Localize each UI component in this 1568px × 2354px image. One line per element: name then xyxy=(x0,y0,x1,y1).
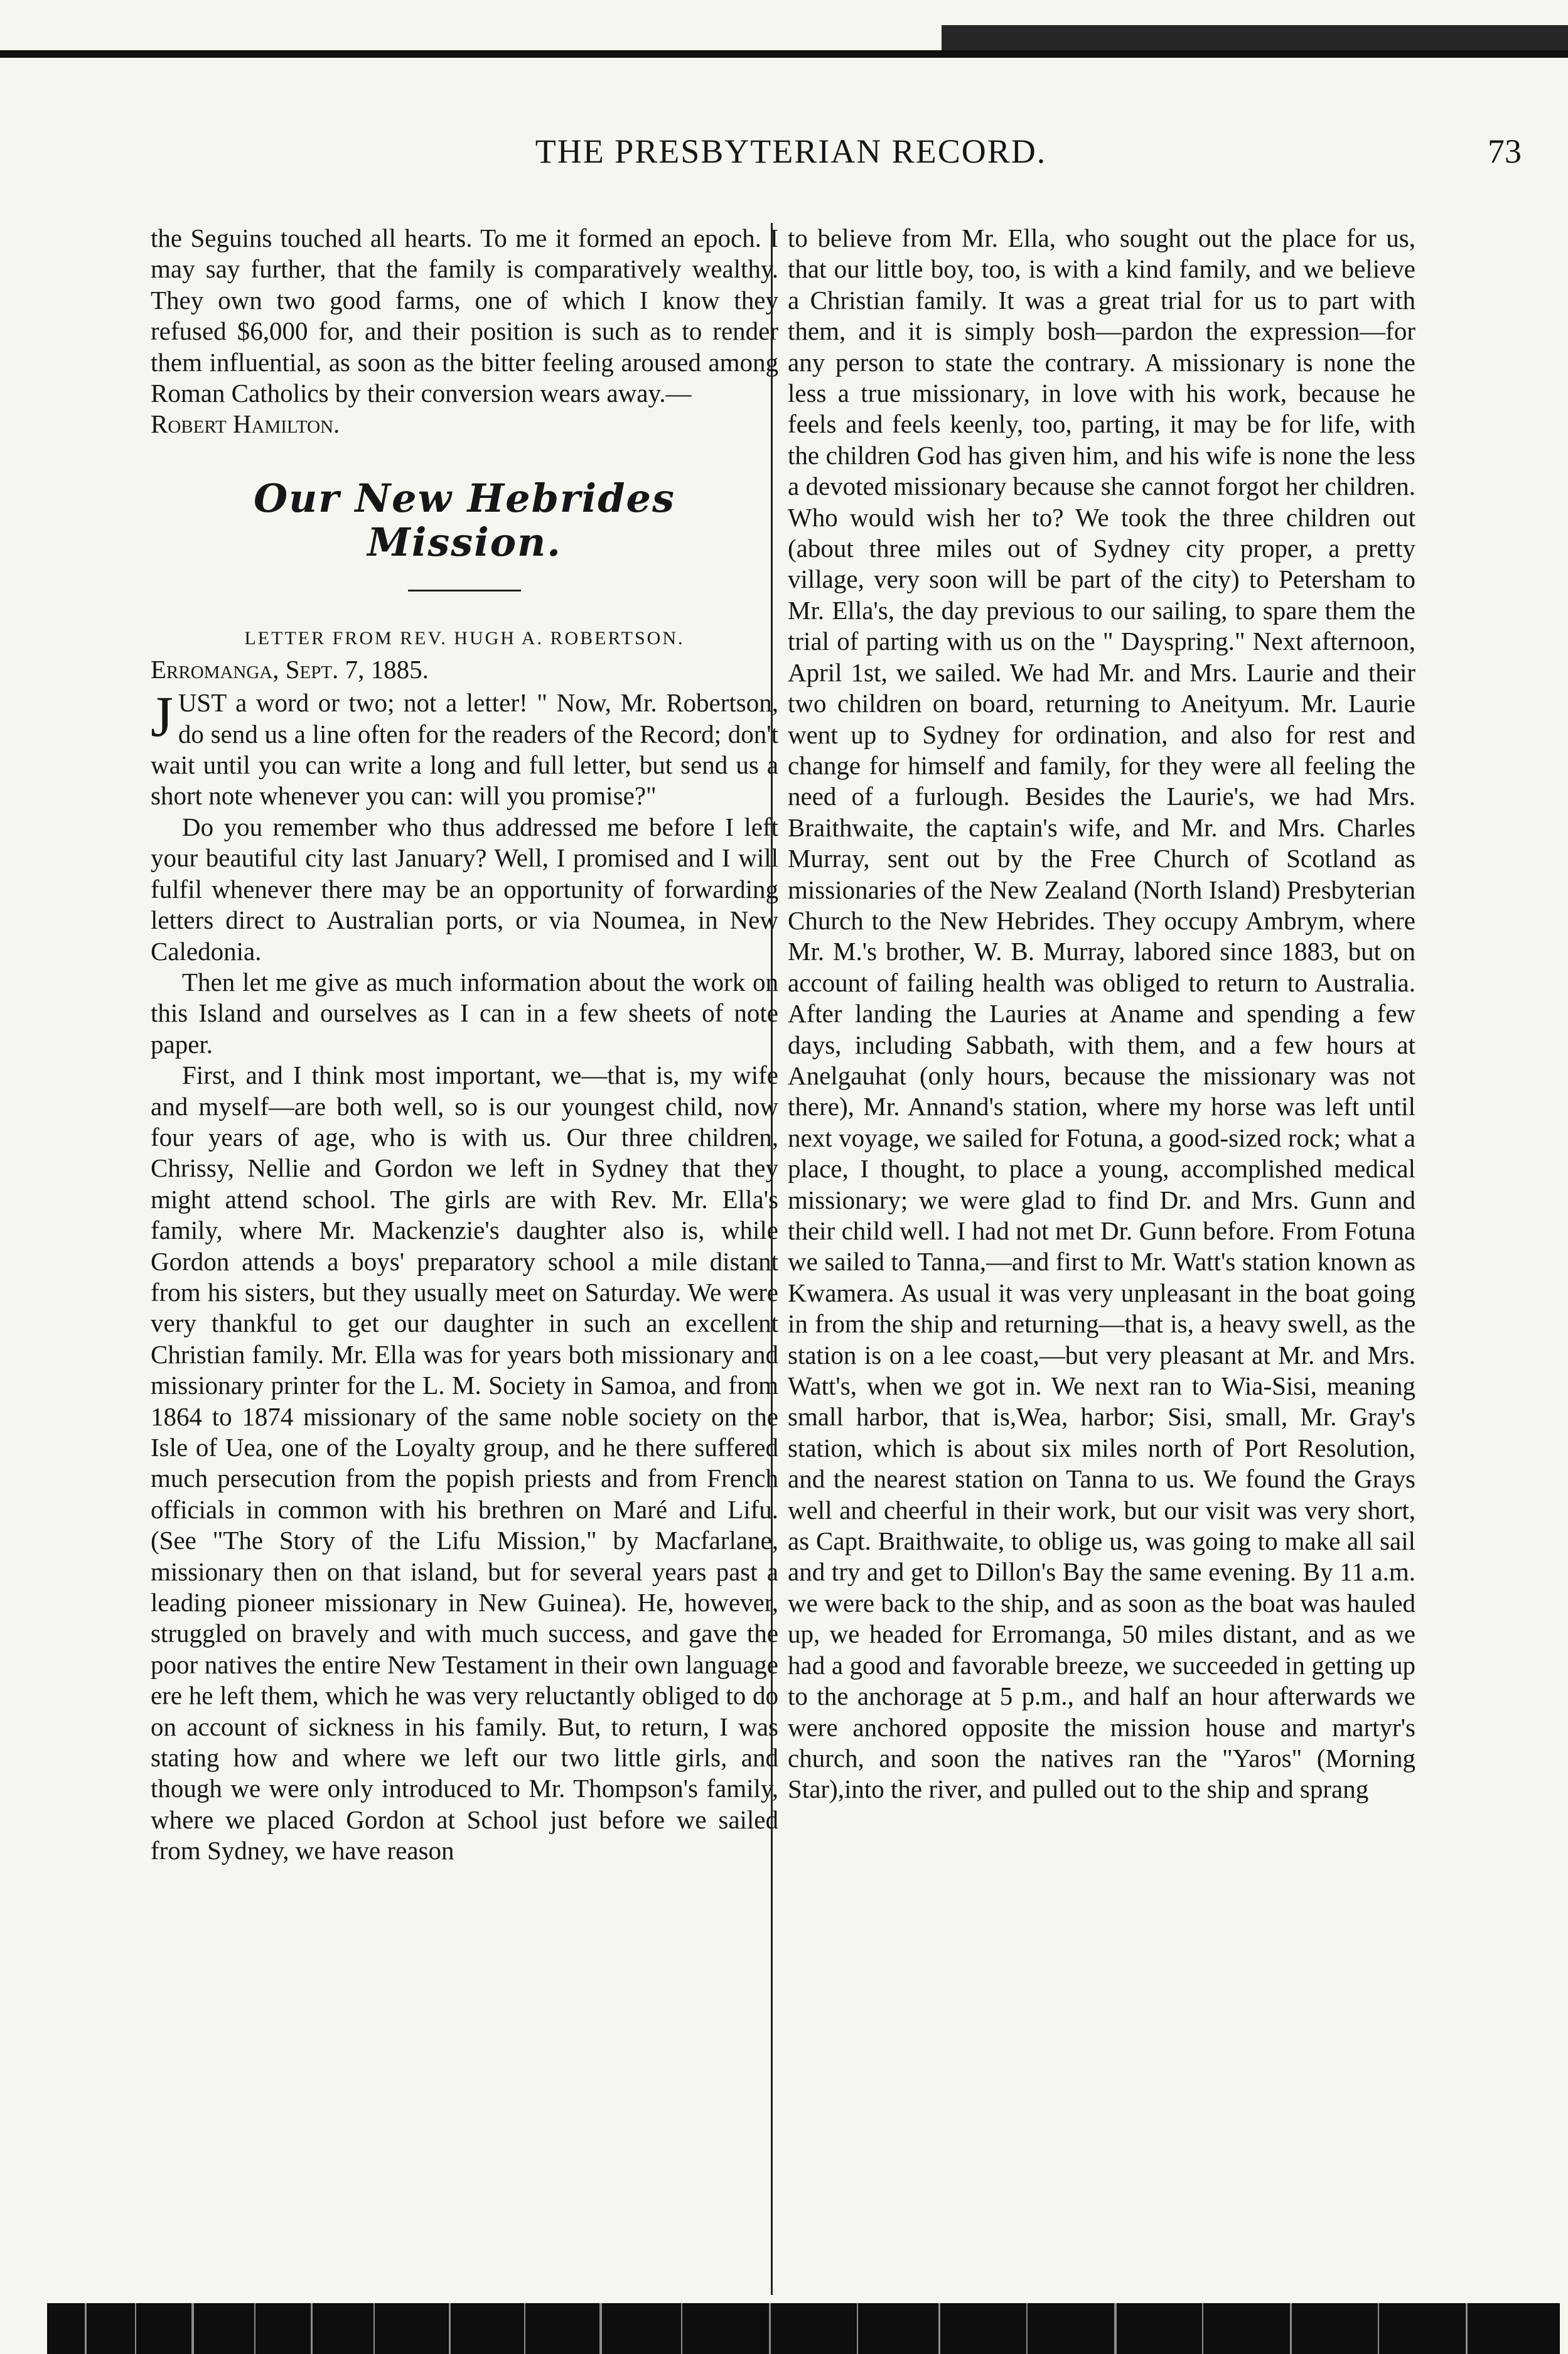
top-scan-rule xyxy=(0,0,1568,69)
letter-paragraph-1 xyxy=(151,684,778,812)
letter-byline: LETTER FROM REV. HUGH A. ROBERTSON. xyxy=(244,627,685,649)
intro-signature: Robert Hamilton. xyxy=(151,409,340,439)
drop-cap: J xyxy=(151,684,173,749)
page-title: THE PRESBYTERIAN RECORD. xyxy=(535,132,1047,170)
letter-paragraph-2: Do you remember who thus addressed me before I left your beautiful city last January? Well, I promised and I will fulfil whenever there may be an opportunity of forwarding letters direct to Australian ports, or via Noumea, in New Caledonia. xyxy=(151,812,778,966)
section-heading: Our New Hebrides Mission. xyxy=(254,475,675,565)
letter-paragraph-4: First, and I think most important, we—that is, my wife and myself—are both well, so is our youngest child, now four years of age, who is with us. Our three children, Chrissy, Nellie and Gordon we left in Sydney that they might attend school. The girls are with Rev. Mr. Ella's family, where Mr. Mackenzie's daughter also is, while Gordon attends a boys' preparatory school a mile distant from his sisters, but they usually meet on Saturday. We were very thankful to get our daughter in such an excellent Christian family. Mr. Ella was for years both missionary and missionary printer for the L. M. Society in Samoa, and from 1864 to 1874 missionary of the same noble society on the Isle of Uea, one of the Loyalty group, and he there suffered much persecution from the popish priests and from French officials in common with his brethren on Maré and Lifu. (See "The Story of the Lifu Mission," by Macfarlane, missionary then on that island, but for several years past a leading pioneer missionary in New Guinea). He, however, struggled on bravely and with much success, and gave the poor natives the entire New Testament in their own language ere he left them, which he was very reluctantly obliged to do on account of sickness in his family. But, to return, I was stating how and where we left our two little girls, and though we were only introduced to Mr. Thompson's family, where we placed Gordon at School just before we sailed from Sydney, we have reason xyxy=(151,1061,778,1865)
bottom-scan-bar xyxy=(47,2303,1560,2354)
intro-paragraph: the Seguins touched all hearts. To me it formed an epoch. I may say further, that the family is comparatively wealthy. They own two good farms, one of which I know they refused $6,000 for, and their position is such as to render them influential, as soon as the bitter feeling aroused among Roman Catholics by their conversion wears away.— xyxy=(151,224,778,408)
heading-rule xyxy=(408,590,521,591)
letter-paragraph-3: Then let me give as much information about the work on this Island and ourselves as I can in a few sheets of note paper. xyxy=(151,967,778,1059)
letter-continuation: to believe from Mr. Ella, who sought out the place for us, that our little boy, too, is with a kind family, and we believe a Christian family. It was a great trial for us to part with them, and it is simply bosh—pardon the expression—for any person to state the contrary. A missionary is none the less a true missionary, in love with his work, because he feels and feels keenly, too, parting, it may be for life, with the children God has given him, and his wife is none the less a devoted missionary because she cannot forgot her children. Who would wish her to? We took the three children out (about three miles out of Sydney city proper, a pretty village, very soon will be part of the city) to Petersham to Mr. Ella's, the day previous to our sailing, to spare them the trial of parting with us on the " Dayspring." Next afternoon, April 1st, we sailed. We had Mr. and Mrs. Laurie and their two children on board, returning to Aneityum. Mr. Laurie went up to Sydney for ordination, and also for rest and change for himself and family, for they were all feeling the need of a furlough. Besides the Laurie's, we had Mrs. Braithwaite, the captain's wife, and Mr. and Mrs. Charles Murray, sent out by the Free Church of Scotland as missionaries of the New Zealand (North Island) Presbyterian Church to the New Hebrides. They occupy Ambrym, where Mr. M.'s brother, W. B. Murray, labored since 1883, but on account of failing health was obliged to return to Australia. After landing the Lauries at Aname and spending a few days, including Sabbath, with them, and a few hours at Anelgauhat (only hours, because the missionary was not there), Mr. Annand's station, where my horse was left until next voyage, we sailed for Fotuna, a good-sized rock; what a place, I thought, to place a young, accomplished medical missionary; we were glad to find Dr. and Mrs. Gunn and their child well. I had not met Dr. Gunn before. From Fotuna we sailed to Tanna,—and first to Mr. Watt's station known as Kwamera. As usual it was very unpleasant in the boat going in from the ship and returning—that is, a heavy swell, as the station is on a lee coast,—but very pleasant at Mr. and Mrs. Watt's, when we got in. We next ran to Wia-Sisi, meaning small harbor, that is,Wea, harbor; Sisi, small, Mr. Gray's station, which is about six miles north of Port Resolution, and the nearest station on Tanna to us. We found the Grays well and cheerful in their work, but our visit was very short, as Capt. Braithwaite, to oblige us, was going to make all sail and try and get to Dillon's Bay the same evening. By 11 a.m. we were back to the ship, and as soon as the boat was hauled up, we headed for Erromanga, 50 miles distant, and as we had a good and favorable breeze, we succeeded in getting up to the anchorage at 5 p.m., and half an hour afterwards we were anchored opposite the mission house and martyr's church, and soon the natives ran the "Yaros" (Morning Star),into the river, and pulled out to the ship and sprang xyxy=(788,224,1415,1804)
right-column xyxy=(788,223,1415,1805)
page-number: 73 xyxy=(1488,132,1522,170)
letter-paragraph-1-text: UST a word or two; not a letter! " Now, Mr. Robertson, do send us a line often for the readers of the Record; don't wait until you can write a long and full letter, but send us a short note whenever you can: will you promise?" xyxy=(151,688,778,811)
letter-dateline: Erromanga, Sept. 7, 1885. xyxy=(151,654,429,684)
left-column xyxy=(151,223,778,1867)
